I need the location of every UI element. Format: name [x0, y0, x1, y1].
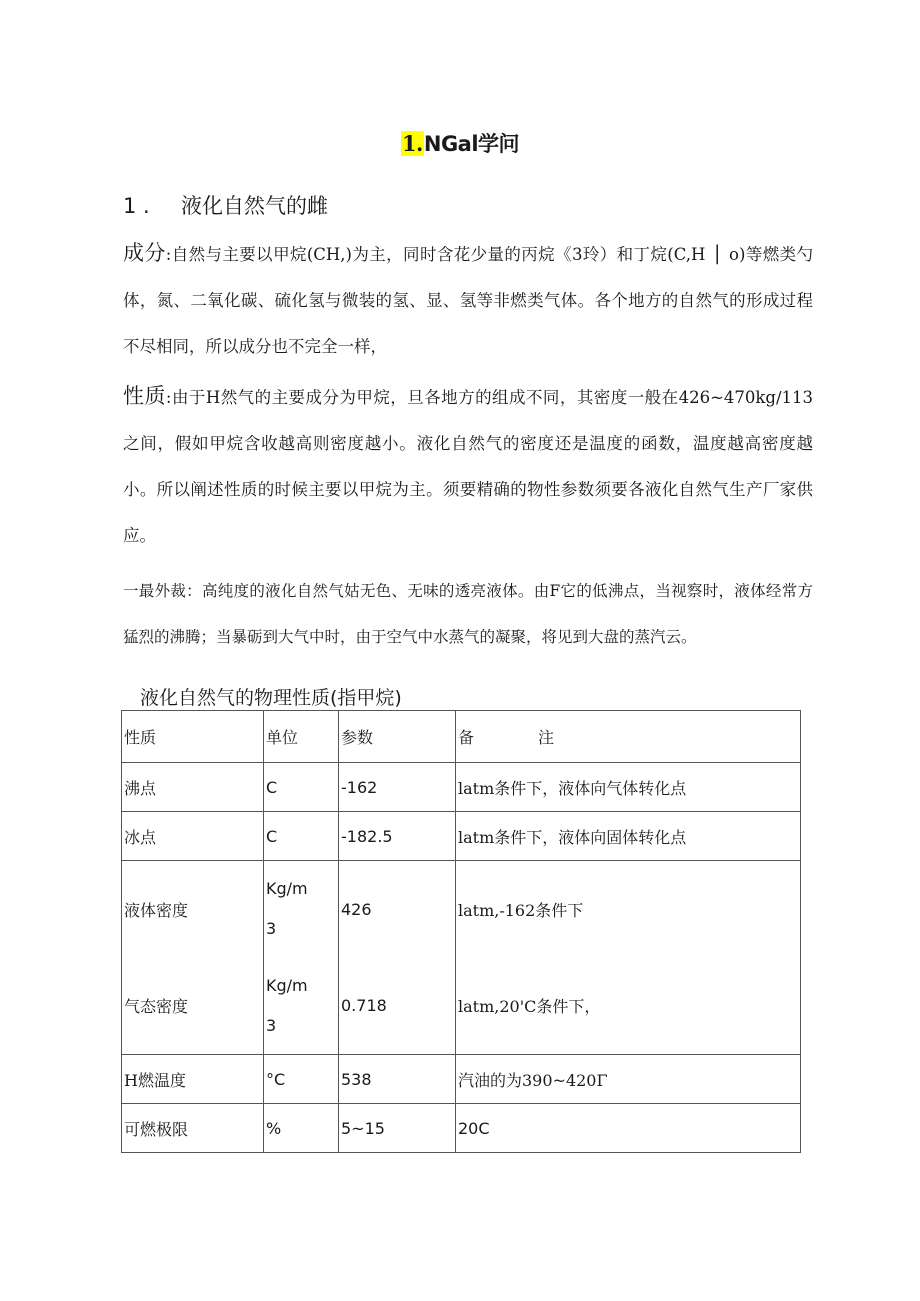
cell-unit: C: [264, 812, 339, 861]
title-text: NGal学问: [423, 132, 520, 156]
table-row: [122, 812, 801, 861]
cell-property: 沸点: [122, 763, 264, 812]
cell-param: 426: [341, 899, 372, 919]
cell-unit: °C: [264, 1055, 339, 1104]
cell-property: 气态密度: [124, 997, 189, 1017]
section-heading: [123, 190, 328, 220]
cell-property: 冰点: [122, 812, 264, 861]
table-title: 液化自然气的物理性质(指甲烷): [140, 687, 402, 709]
cell-property: 液体密度: [124, 900, 189, 920]
header-property: 性质: [122, 711, 264, 763]
cell-note-merged: [456, 861, 801, 1055]
section-heading-text: 液化自然气的雌: [181, 194, 328, 218]
unit-part: 3: [266, 1015, 277, 1035]
cell-unit: %: [264, 1104, 339, 1153]
cell-param: 0.718: [341, 996, 387, 1016]
cell-property: H燃温度: [122, 1055, 264, 1104]
cell-unit: [264, 861, 338, 958]
table-row: [122, 763, 801, 812]
header-note: 备 注: [456, 711, 801, 763]
cell-param-merged: [339, 861, 456, 1055]
unit-part: Kg/m: [266, 879, 308, 899]
document-title: [0, 128, 920, 158]
table-row: [122, 1055, 801, 1104]
cell-param: 5~15: [339, 1104, 456, 1153]
properties-text: :由于H然气的主要成分为甲烷，旦各地方的组成不同，其密度一般在426~470kg∕113之间，假如甲烷含收越高则密度越小。液化自然气的密度还是温度的函数，温度越高密度越小。所以阐述性质的时候主要以甲烷为主。须要精确的物性参数须要各液化自然气生产厂家供应。: [123, 388, 814, 545]
header-param: 参数: [339, 711, 456, 763]
properties-label: 性质: [123, 384, 166, 408]
cell-param: -162: [339, 763, 456, 812]
cell-param: 538: [339, 1055, 456, 1104]
table-row: [122, 1104, 801, 1153]
cell-property: 可燃极限: [122, 1104, 264, 1153]
cell-note: latm,20'C条件下，: [458, 997, 601, 1017]
composition-text: :自然与主要以甲烷(CH,)为主，同时含花少量的丙烷《3玲）和丁烷(C,H ⎪ o)等燃类勺体，氮、二氧化碳、硫化氢与微装的氢、显、氢等非燃类气体。各个地方的自然气的形成过程不尽相同，所以成分也不完全一样，: [123, 245, 813, 356]
properties-table: [121, 710, 801, 1153]
appearance-paragraph: [123, 568, 813, 660]
cell-param: -182.5: [339, 812, 456, 861]
header-unit: 单位: [264, 711, 339, 763]
cell-unit: C: [264, 763, 339, 812]
cell-property-merged: [122, 861, 264, 1055]
table-row-merged: [122, 861, 801, 1055]
title-highlight: 1.: [401, 131, 423, 156]
cell-unit-merged: [264, 861, 339, 1055]
unit-part: Kg/m: [266, 975, 308, 995]
cell-note: latm条件下，液体向气体转化点: [456, 763, 801, 812]
cell-unit: [264, 958, 338, 1055]
table-header-row: [122, 711, 801, 763]
appearance-text: 一最外裁：高纯度的液化自然气姑无色、无味的透亮液体。由F它的低沸点，当视察时，液体经常方猛烈的沸腾；当暴砺到大气中时，由于空气中水蒸气的凝聚，将见到大盘的蒸汽云。: [123, 582, 813, 646]
composition-paragraph: [123, 230, 813, 370]
cell-note: latm,-162条件下: [458, 900, 584, 920]
cell-note: latm条件下，液体向固体转化点: [456, 812, 801, 861]
unit-part: 3: [266, 919, 277, 939]
section-number: 1 .: [123, 194, 150, 218]
cell-note: 20C: [456, 1104, 801, 1153]
cell-note: 汽油的为390~420Γ: [456, 1055, 801, 1104]
properties-paragraph: [123, 373, 813, 559]
composition-label: 成分: [123, 241, 166, 265]
